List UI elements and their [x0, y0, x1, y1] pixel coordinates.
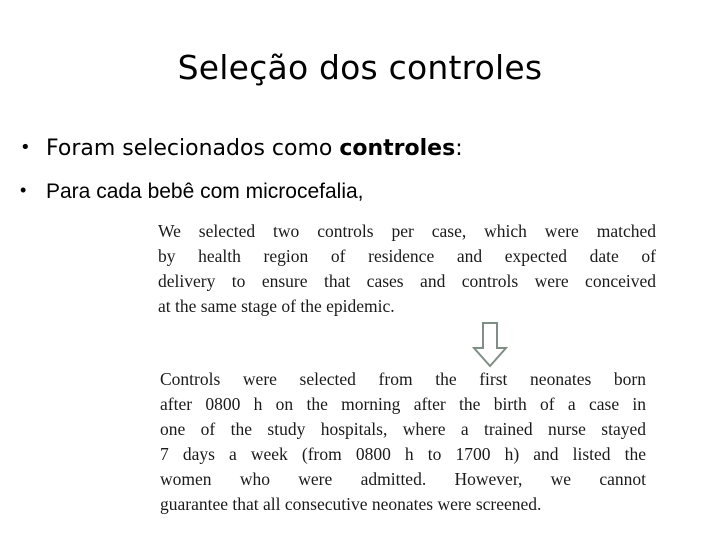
bullet-dot-icon: • — [20, 180, 27, 200]
excerpt-line: guarantee that all consecutive neonates were screened. — [160, 494, 542, 514]
excerpt-line: one of the study hospitals, where a trained nurse stayed — [160, 419, 646, 439]
paper-excerpt-1 — [158, 219, 656, 319]
bullet-1-prefix: Foram selecionados como — [46, 136, 340, 161]
slide-title: Seleção dos controles — [177, 48, 543, 87]
excerpt-line: women who were admitted. However, we cannot — [160, 469, 646, 489]
excerpt-line: at the same stage of the epidemic. — [158, 296, 395, 316]
excerpt-line: We selected two controls per case, which were matched — [158, 221, 656, 241]
paper-excerpt-2 — [160, 367, 646, 517]
bullet-2-text: Para cada bebê com microcefalia, — [46, 180, 364, 203]
bullet-dot-icon: • — [20, 137, 31, 158]
excerpt-line: after 0800 h on the morning after the birth of a case in — [160, 394, 646, 414]
bullet-1-bold: controles — [339, 136, 456, 161]
down-arrow-icon — [472, 322, 508, 368]
bullet-1-suffix: : — [455, 136, 463, 161]
bullet-item-2 — [20, 180, 364, 204]
bullet-item-1 — [20, 136, 463, 161]
excerpt-line: Controls were selected from the first neonates born — [160, 369, 646, 389]
excerpt-line: by health region of residence and expected date of — [158, 246, 656, 266]
excerpt-line: delivery to ensure that cases and controls were conceived — [158, 271, 656, 291]
excerpt-line: 7 days a week (from 0800 h to 1700 h) and listed the — [160, 444, 646, 464]
